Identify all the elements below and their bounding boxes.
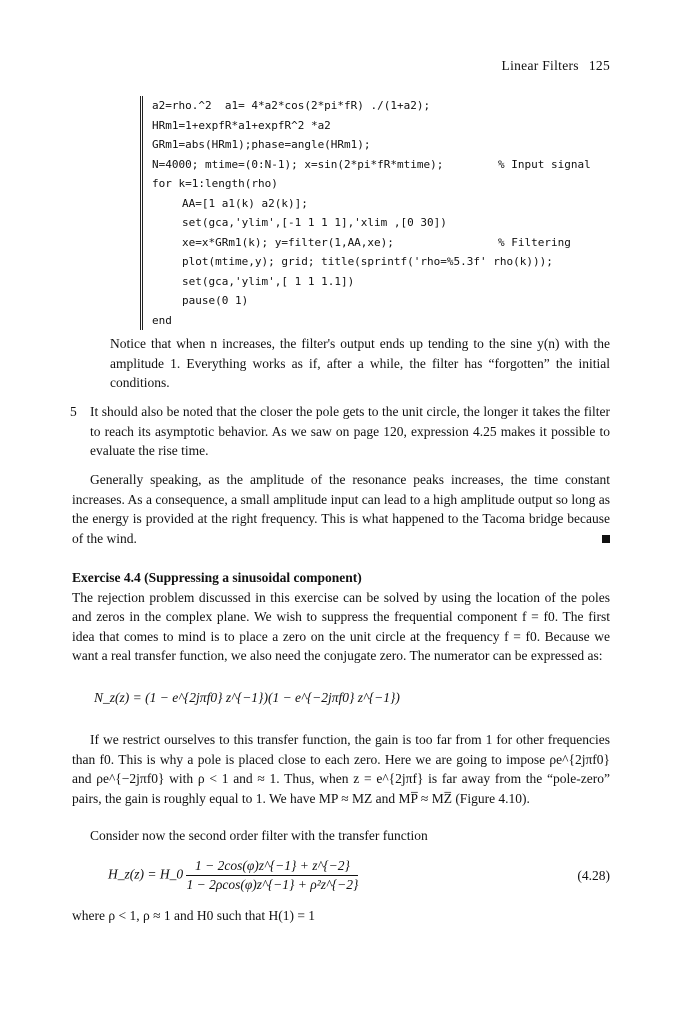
- paragraph-notice: Notice that when n increases, the filter's output ends up tending to the sine y(n) with the amplitude 1. Everything works as if, after a while, the filter has “forgotten” the initial conditions.: [110, 336, 610, 390]
- code-comment: % Filtering: [498, 235, 571, 249]
- code-line: for k=1:length(rho): [152, 177, 278, 190]
- code-comment: % Input signal: [498, 157, 591, 171]
- code-line: set(gca,'ylim',[-1 1 1 1],'xlim ,[0 30]): [182, 216, 447, 229]
- equation-nz: N_z(z) = (1 − e^{2jπf0} z^{−1})(1 − e^{−2jπf0} z^{−1}): [94, 690, 400, 705]
- code-line: end: [152, 313, 172, 327]
- equation-hz: [108, 858, 358, 893]
- list-item-5: [70, 402, 610, 461]
- code-listing: [140, 96, 632, 330]
- code-line: HRm1=1+expfR*a1+expfR^2 *a2: [152, 118, 331, 132]
- code-line: N=4000; mtime=(0:N-1); x=sin(2*pi*fR*mtime); % Input signal: [152, 155, 632, 175]
- list-item-text: It should also be noted that the closer the pole gets to the unit circle, the longer it takes the filter to reach its asymptotic behavior. As we saw on page 120, expression 4.25 makes it possible to evaluate the rise time.: [90, 404, 610, 458]
- exercise-paragraph-4: where ρ < 1, ρ ≈ 1 and H0 such that H(1) = 1: [72, 908, 316, 923]
- running-header: [502, 58, 610, 74]
- code-line: GRm1=abs(HRm1);phase=angle(HRm1);: [152, 138, 371, 151]
- exercise-paragraph-3: Consider now the second order filter with the transfer function: [90, 828, 428, 843]
- equation-number: (4.28): [577, 868, 610, 883]
- equation-hz-fraction: [186, 858, 358, 893]
- code-line: AA=[1 a1(k) a2(k)];: [182, 196, 308, 210]
- running-title: Linear Filters: [501, 58, 579, 73]
- code-line: plot(mtime,y); grid; title(sprintf('rho=%5.3f' rho(k)));: [182, 255, 553, 268]
- exercise-paragraph-2: If we restrict ourselves to this transfer function, the gain is too far from 1 for other frequencies than f0. This is why a pole is placed close to each zero. Here we are going to impose ρe^{2jπf0} and ρe^{−2jπf0} with ρ < 1 and ≈ 1. Thus, when z = e^{2jπf} is far away from the “pole-zero” pairs, the gain is roughly equal to 1. We have MP ≈ MZ and MP̅ ≈ MZ̅ (Figure 4.10).: [72, 732, 610, 806]
- qed-square-icon: [602, 535, 610, 543]
- code-line: pause(0 1): [182, 294, 249, 307]
- page-number: 125: [588, 58, 610, 73]
- equation-hz-numerator: 1 − 2cos(φ)z^{−1} + z^{−2}: [186, 858, 358, 876]
- code-line: xe=x*GRm1(k); y=filter(1,AA,xe); % Filtering: [152, 233, 632, 253]
- paragraph-general: Generally speaking, as the amplitude of the resonance peaks increases, the time constant increases. As a consequence, a small amplitude input can lead to a high amplitude output so long as the energy is provided at the right frequency. This is what happened to the Tacoma bridge because of the wind.: [72, 472, 610, 546]
- exercise-title: Exercise 4.4 (Suppressing a sinusoidal component): [72, 570, 362, 585]
- list-item-number: 5: [70, 404, 77, 419]
- exercise-paragraph-1: The rejection problem discussed in this exercise can be solved by using the location of the poles and zeros in the complex plane. We wish to suppress the frequential component f = f0. The first idea that comes to mind is to place a zero on the unit circle at the frequency f = f0. Because we want a real transfer function, we also need the conjugate zero. The numerator can be expressed as:: [72, 589, 610, 663]
- equation-hz-denominator: 1 − 2ρcos(φ)z^{−1} + ρ²z^{−2}: [186, 877, 359, 892]
- equation-hz-lhs: H_z(z) = H_0: [108, 866, 184, 882]
- exercise-block: [72, 568, 610, 666]
- code-line: a2=rho.^2 a1= 4*a2*cos(2*pi*fR) ./(1+a2);: [152, 99, 431, 112]
- code-line: set(gca,'ylim',[ 1 1 1.1]): [182, 274, 355, 288]
